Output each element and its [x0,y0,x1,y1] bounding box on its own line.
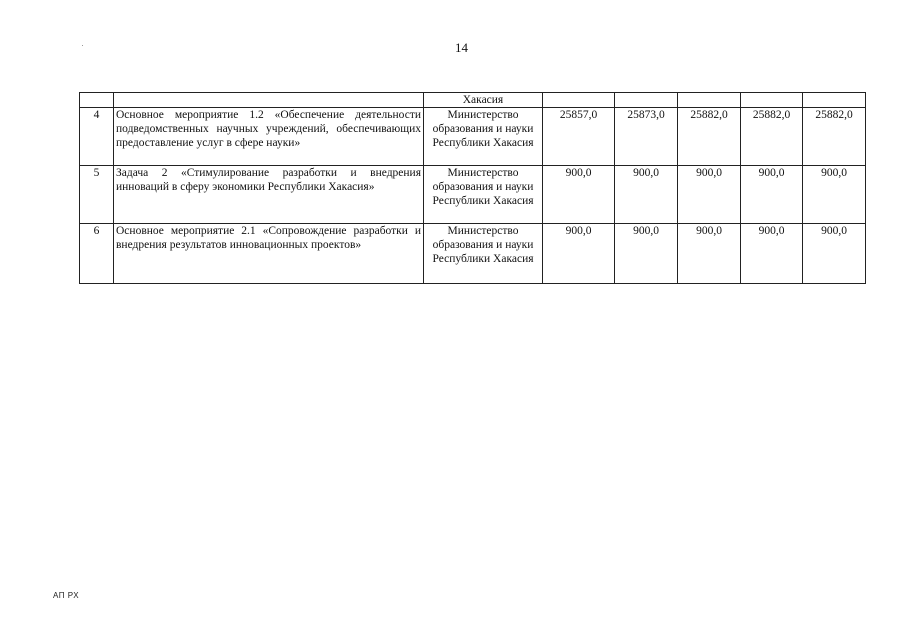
footer-mark: АП РХ [53,591,80,600]
row-value: 900,0 [615,224,678,284]
row-value [803,93,866,108]
table-row [80,166,866,224]
row-executor: Хакасия [424,93,543,108]
table-row [80,108,866,166]
row-value: 900,0 [741,166,803,224]
row-value: 25882,0 [741,108,803,166]
row-number: 4 [80,108,114,166]
row-value [678,93,741,108]
row-value: 900,0 [543,224,615,284]
row-value: 900,0 [678,166,741,224]
row-value [543,93,615,108]
table-row [80,224,866,284]
row-name: Задача 2 «Стимулирование разработки и внедрения инноваций в сферу экономики Республики Хакасия» [114,166,424,224]
row-value: 25882,0 [678,108,741,166]
row-value [615,93,678,108]
row-value: 900,0 [543,166,615,224]
page-number: 14 [455,40,468,55]
row-value [741,93,803,108]
row-number: 6 [80,224,114,284]
row-executor: Министерство образования и науки Республики Хакасия [424,108,543,166]
row-number: 5 [80,166,114,224]
row-value: 25873,0 [615,108,678,166]
row-executor: Министерство образования и науки Республики Хакасия [424,166,543,224]
table-row-continuation [80,93,866,108]
row-name [114,93,424,108]
row-name: Основное мероприятие 2.1 «Сопровождение разработки и внедрения результатов инновационных проектов» [114,224,424,284]
row-value: 900,0 [615,166,678,224]
row-number [80,93,114,108]
row-value: 900,0 [678,224,741,284]
row-name: Основное мероприятие 1.2 «Обеспечение деятельности подведомственных научных учреждений, обеспечивающих предоставление услуг в сфере науки» [114,108,424,166]
program-funding-table [79,92,866,284]
row-value: 900,0 [803,224,866,284]
row-value: 900,0 [803,166,866,224]
row-value: 25882,0 [803,108,866,166]
row-executor: Министерство образования и науки Республики Хакасия [424,224,543,284]
row-value: 900,0 [741,224,803,284]
row-value: 25857,0 [543,108,615,166]
